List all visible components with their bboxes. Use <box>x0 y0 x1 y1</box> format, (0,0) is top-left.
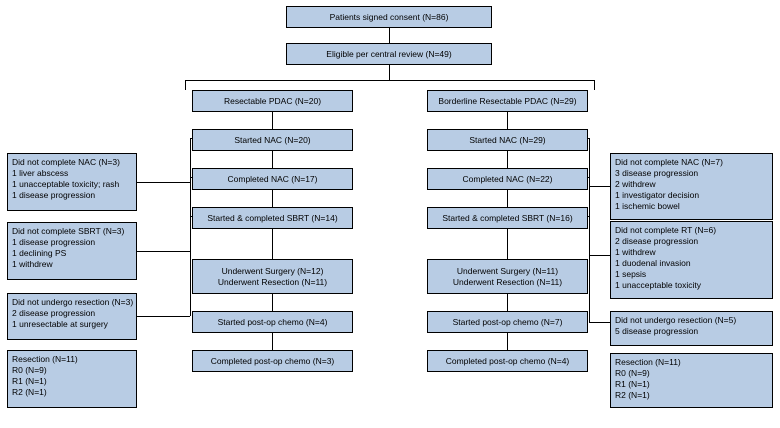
connector-eligible-split <box>389 65 390 80</box>
connector-right-nac-dropout-in <box>589 186 610 187</box>
node-line: Patients signed consent (N=86) <box>329 11 449 22</box>
node-line: Completed post-op chemo (N=4) <box>445 355 570 366</box>
connector-left-nac-dropout-in <box>137 182 190 183</box>
connector-left-6 <box>272 333 273 350</box>
node-line: 1 sepsis <box>615 269 647 279</box>
node-patients-signed-consent <box>286 6 492 28</box>
node-line: R0 (N=9) <box>12 365 47 375</box>
node-line: Resection (N=11) <box>615 357 681 367</box>
node-line: Did not undergo resection (N=5) <box>615 315 737 325</box>
connector-consent-eligible <box>389 28 390 43</box>
node-left-nac-dropout <box>7 153 137 211</box>
node-line: 1 unacceptable toxicity <box>615 280 701 290</box>
node-left-resection-summary <box>7 350 137 408</box>
node-line: Started post-op chemo (N=4) <box>217 316 328 327</box>
node-left-completed-nac <box>192 168 353 190</box>
node-line: Started & completed SBRT (N=16) <box>442 212 573 223</box>
node-line: R2 (N=1) <box>12 387 47 397</box>
node-line: Resectable PDAC (N=20) <box>223 95 322 106</box>
connector-split-right <box>594 80 595 90</box>
node-line: Borderline Resectable PDAC (N=29) <box>438 95 577 106</box>
node-resectable-pdac <box>192 90 353 112</box>
node-line: 1 declining PS <box>12 248 67 258</box>
node-line: 1 disease progression <box>12 237 96 247</box>
connector-left-2 <box>272 151 273 168</box>
node-line: Underwent Resection (N=11) <box>452 276 563 287</box>
node-line: Started NAC (N=20) <box>234 134 311 145</box>
connector-right-resection-dropout-v <box>589 216 590 322</box>
node-left-started-postop-chemo <box>192 311 353 333</box>
node-right-started-completed-sbrt <box>427 207 588 229</box>
connector-left-5 <box>272 294 273 311</box>
connector-right-6 <box>507 333 508 350</box>
node-right-underwent-surgery <box>427 259 588 294</box>
node-left-started-nac <box>192 129 353 151</box>
node-eligible-central-review <box>286 43 492 65</box>
connector-right-5 <box>507 294 508 311</box>
connector-left-nac-dropout-v <box>190 138 191 182</box>
connector-right-2 <box>507 151 508 168</box>
node-line: 1 investigator decision <box>615 190 700 200</box>
node-line: Completed NAC (N=17) <box>227 173 318 184</box>
node-line: Completed NAC (N=22) <box>462 173 553 184</box>
connector-left-4 <box>272 229 273 259</box>
node-line: Completed post-op chemo (N=3) <box>210 355 335 366</box>
node-line: 1 ischemic bowel <box>615 201 680 211</box>
node-line: Did not undergo resection (N=3) <box>12 297 134 307</box>
node-line: Started & completed SBRT (N=14) <box>207 212 338 223</box>
node-line: Underwent Surgery (N=11) <box>456 265 559 276</box>
node-line: 2 disease progression <box>12 308 96 318</box>
connector-right-3 <box>507 190 508 207</box>
node-right-resection-dropout <box>610 311 773 346</box>
node-line: Did not complete RT (N=6) <box>615 225 717 235</box>
connector-right-1 <box>507 112 508 129</box>
connector-left-3 <box>272 190 273 207</box>
node-line: Underwent Resection (N=11) <box>217 276 328 287</box>
connector-left-resection-dropout-in <box>137 316 190 317</box>
node-line: R1 (N=1) <box>12 376 47 386</box>
node-line: 5 disease progression <box>615 326 699 336</box>
node-left-sbrt-dropout <box>7 222 137 280</box>
connector-left-sbrt-dropout-in <box>137 251 190 252</box>
node-line: R0 (N=9) <box>615 368 650 378</box>
node-left-resection-dropout <box>7 293 137 340</box>
node-right-started-postop-chemo <box>427 311 588 333</box>
node-left-underwent-surgery <box>192 259 353 294</box>
connector-split-left <box>185 80 186 90</box>
node-line: Started post-op chemo (N=7) <box>452 316 563 327</box>
connector-left-resection-dropout-v <box>190 216 191 316</box>
node-right-started-nac <box>427 129 588 151</box>
node-line: 1 liver abscess <box>12 168 69 178</box>
connector-right-4 <box>507 229 508 259</box>
node-borderline-resectable-pdac <box>427 90 588 112</box>
connector-split-horizontal <box>185 80 594 81</box>
node-line: Underwent Surgery (N=12) <box>221 265 324 276</box>
node-line: 3 disease progression <box>615 168 699 178</box>
node-line: 1 unacceptable toxicity; rash <box>12 179 120 189</box>
node-left-completed-postop-chemo <box>192 350 353 372</box>
node-line: 1 disease progression <box>12 190 96 200</box>
node-right-completed-nac <box>427 168 588 190</box>
node-line: 1 withdrew <box>615 247 656 257</box>
node-line: 1 withdrew <box>12 259 53 269</box>
node-line: Started NAC (N=29) <box>469 134 546 145</box>
node-line: 2 disease progression <box>615 236 699 246</box>
node-line: Eligible per central review (N=49) <box>326 48 452 59</box>
node-line: Did not complete NAC (N=3) <box>12 157 120 167</box>
node-line: 2 withdrew <box>615 179 656 189</box>
node-right-completed-postop-chemo <box>427 350 588 372</box>
connector-right-resection-dropout-in <box>589 322 610 323</box>
node-line: 1 unresectable at surgery <box>12 319 108 329</box>
node-right-nac-dropout <box>610 153 773 220</box>
node-line: Did not complete NAC (N=7) <box>615 157 723 167</box>
node-line: R2 (N=1) <box>615 390 650 400</box>
connector-left-1 <box>272 112 273 129</box>
connector-right-rt-dropout-in <box>589 255 610 256</box>
node-right-rt-dropout <box>610 221 773 299</box>
node-right-resection-summary <box>610 353 773 408</box>
node-left-started-completed-sbrt <box>192 207 353 229</box>
node-line: Did not complete SBRT (N=3) <box>12 226 125 236</box>
node-line: R1 (N=1) <box>615 379 650 389</box>
node-line: 1 duodenal invasion <box>615 258 691 268</box>
node-line: Resection (N=11) <box>12 354 78 364</box>
